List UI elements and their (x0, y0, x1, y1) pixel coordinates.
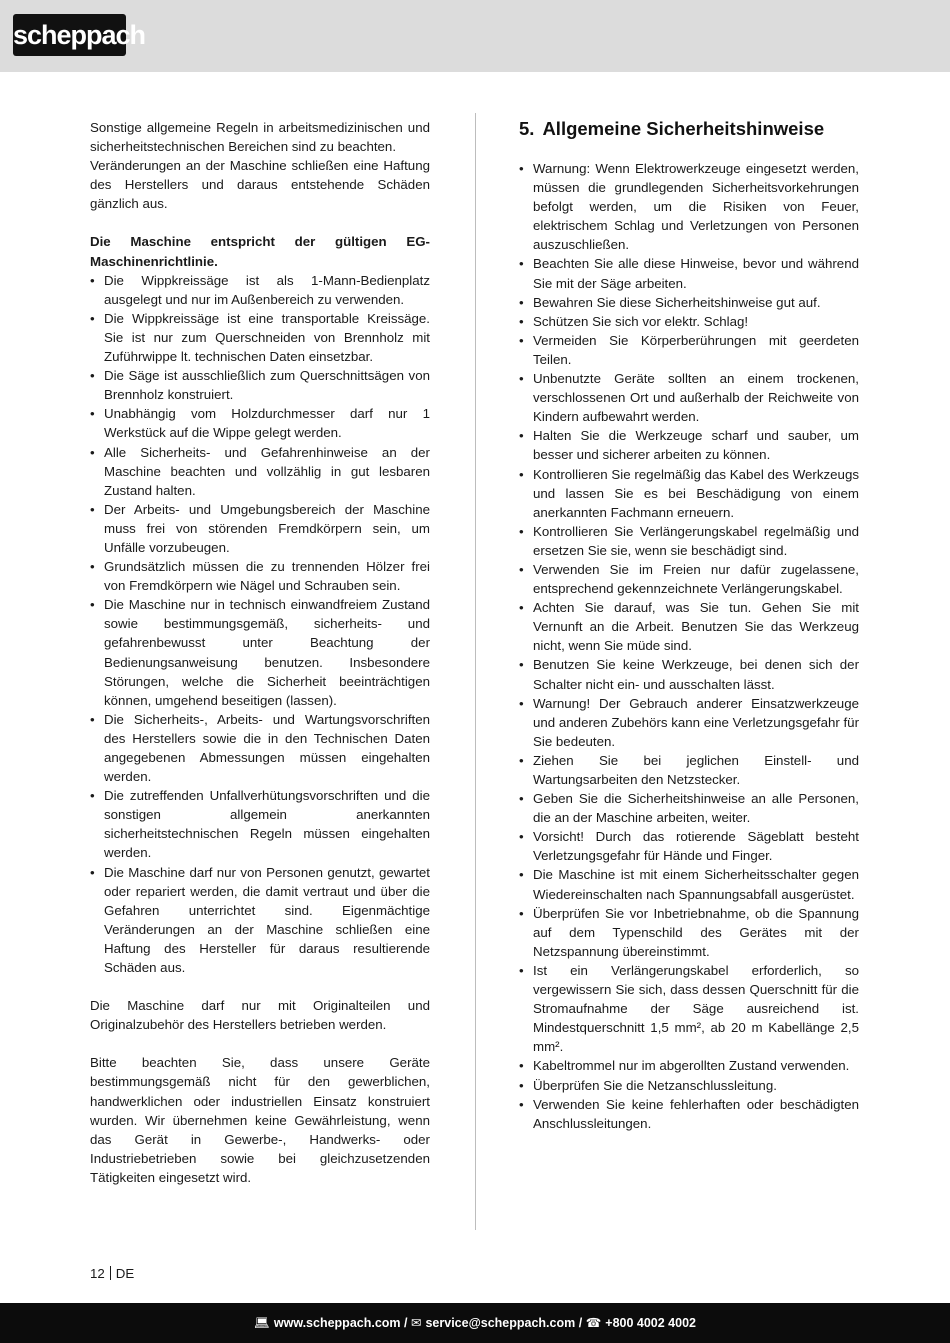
page-separator (110, 1266, 111, 1280)
intro-paragraph-2: Veränderungen an der Maschine schließen eine Haftung des Herstellers und daraus entstehende Schäden gänzlich aus. (90, 158, 430, 212)
list-item: • Die Maschine darf nur von Personen genutzt, gewartet oder repariert werden, die damit vertraut und über die Gefahren unterrichtet sind. Eigenmächtige Veränderungen an der Maschine schließen eine Haftung des Hersteller für daraus resultierende Schäden aus. (90, 863, 430, 978)
section-number: 5. (519, 118, 535, 139)
list-item: • Kontrollieren Sie Verlängerungskabel regelmäßig und ersetzen Sie sie, wenn sie beschädigt sind. (519, 522, 859, 560)
list-item: • Die Wippkreissäge ist als 1-Mann-Bedienplatz ausgelegt und nur im Außenbereich zu verwenden. (90, 271, 430, 309)
website-link[interactable]: www.scheppach.com (273, 1316, 401, 1330)
list-item: • Halten Sie die Werkzeuge scharf und sauber, um besser und sicherer arbeiten zu können. (519, 426, 859, 464)
list-item: • Überprüfen Sie die Netzanschlussleitung. (519, 1076, 859, 1095)
envelope-icon: ✉ (410, 1316, 422, 1330)
list-item: • Beachten Sie alle diese Hinweise, bevor und während Sie mit der Säge arbeiten. (519, 254, 859, 292)
list-item: • Bewahren Sie diese Sicherheitshinweise gut auf. (519, 293, 859, 312)
intro-paragraph-1: Sonstige allgemeine Regeln in arbeitsmedizinischen und sicherheitstechnischen Bereichen sind zu beachten. (90, 120, 430, 155)
left-column (90, 118, 430, 1187)
list-item: • Ziehen Sie bei jeglichen Einstell- und Wartungsarbeiten den Netzstecker. (519, 751, 859, 789)
list-item: • Kabeltrommel nur im abgerollten Zustand verwenden. (519, 1056, 859, 1075)
list-item: • Die zutreffenden Unfallverhütungsvorschriften und die sonstigen allgemein anerkannten sicherheitstechnischen Regeln müssen eingehalten werden. (90, 786, 430, 862)
section-heading (519, 118, 859, 140)
list-item: • Überprüfen Sie vor Inbetriebnahme, ob die Spannung auf dem Typenschild des Gerätes mit der Netzspannung übereinstimmt. (519, 904, 859, 961)
list-item: • Grundsätzlich müssen die zu trennenden Hölzer frei von Fremdkörpern wie Nägel und Schrauben sein. (90, 557, 430, 595)
list-item: • Benutzen Sie keine Werkzeuge, bei denen sich der Schalter nicht ein- und ausschalten lässt. (519, 655, 859, 693)
language-code: DE (115, 1266, 135, 1281)
contact-bar (0, 1303, 950, 1343)
list-item: • Die Sicherheits-, Arbeits- und Wartungsvorschriften des Herstellers sowie die in den Technischen Daten angegebenen Abmessungen müssen eingehalten werden. (90, 710, 430, 786)
right-column (519, 118, 859, 1133)
list-item: • Verwenden Sie keine fehlerhaften oder beschädigten Anschlussleitungen. (519, 1095, 859, 1133)
list-item: • Die Maschine ist mit einem Sicherheitsschalter gegen Wiedereinschalten nach Spannungsabfall ausgerüstet. (519, 865, 859, 903)
directive-heading: Die Maschine entspricht der gültigen EG-Maschinenrichtlinie. (90, 234, 430, 269)
list-item: • Vorsicht! Durch das rotierende Sägeblatt besteht Verletzungsgefahr für Hände und Finger. (519, 827, 859, 865)
page-number-value: 12 (90, 1266, 105, 1281)
list-item: • Alle Sicherheits- und Gefahrenhinweise an der Maschine beachten und vollzählig in gut lesbaren Zustand halten. (90, 443, 430, 500)
list-item: • Vermeiden Sie Körperberührungen mit geerdeten Teilen. (519, 331, 859, 369)
section-title: Allgemeine Sicherheitshinweise (542, 118, 825, 139)
list-item: • Warnung! Der Gebrauch anderer Einsatzwerkzeuge und anderen Zubehörs kann eine Verletzungsgefahr für Sie bedeuten. (519, 694, 859, 751)
list-item: • Ist ein Verlängerungskabel erforderlich, so vergewissern Sie sich, dass dessen Querschnitt für die Stromaufnahme der Säge ausreichend ist. Mindestquerschnitt 1,5 mm², ab 20 m Kabellänge 2,5 mm². (519, 961, 859, 1056)
list-item: • Warnung: Wenn Elektrowerkzeuge eingesetzt werden, müssen die grundlegenden Sicherheitsvorkehrungen befolgt werden, um die Risiken von Feuer, elektrischem Schlag und Verletzungen von Personen auszuschließen. (519, 159, 859, 254)
original-parts-paragraph: Die Maschine darf nur mit Originalteilen und Originalzubehör des Herstellers betrieben werden. (90, 998, 430, 1033)
computer-icon: 💻︎ (254, 1316, 270, 1330)
header-band (0, 0, 950, 72)
list-item: • Geben Sie die Sicherheitshinweise an alle Personen, die an der Maschine arbeiten, weiter. (519, 789, 859, 827)
list-item: • Schützen Sie sich vor elektr. Schlag! (519, 312, 859, 331)
page-number (90, 1265, 134, 1283)
email-link[interactable]: service@scheppach.com (425, 1316, 576, 1330)
contact-separator: / (578, 1316, 583, 1330)
list-item: • Die Säge ist ausschließlich zum Querschnittsägen von Brennholz konstruiert. (90, 366, 430, 404)
list-item: • Kontrollieren Sie regelmäßig das Kabel des Werkzeugs und lassen Sie es bei Beschädigung von einem anerkannten Fachmann erneuern. (519, 465, 859, 522)
list-item: • Der Arbeits- und Umgebungsbereich der Maschine muss frei von störenden Fremdkörpern sein, um Unfälle vorzubeugen. (90, 500, 430, 557)
column-divider (475, 113, 476, 1230)
commercial-use-paragraph: Bitte beachten Sie, dass unsere Geräte bestimmungsgemäß nicht für den gewerblichen, handwerklichen oder industriellen Einsatz konstruiert wurden. Wir übernehmen keine Gewährleistung, wenn das Gerät in Gewerbe-, Handwerks- oder Industriebetrieben sowie bei gleichzusetzenden Tätigkeiten eingesetzt wird. (90, 1055, 430, 1185)
list-item: • Verwenden Sie im Freien nur dafür zugelassene, entsprechend gekennzeichnete Verlängerungskabel. (519, 560, 859, 598)
contact-separator: / (404, 1316, 408, 1330)
list-item: • Die Wippkreissäge ist eine transportable Kreissäge. Sie ist nur zum Querschneiden von Brennholz mit Zuführwippe lt. technischen Daten einsetzbar. (90, 309, 430, 366)
directive-list (90, 271, 430, 977)
list-item: • Die Maschine nur in technisch einwandfreiem Zustand sowie bestimmungsgemäß, sicherheits- und gefahrenbewusst unter Beachtung der Bedienungsanweisung benutzen. Insbesondere Störungen, welche die Sicherheit beeinträchtigen können, umgehend beseitigen (lassen). (90, 595, 430, 710)
safety-list (519, 159, 859, 1133)
phone-number[interactable]: +800 4002 4002 (605, 1316, 696, 1330)
list-item: • Achten Sie darauf, was Sie tun. Gehen Sie mit Vernunft an die Arbeit. Benutzen Sie das Werkzeug nicht, wenn Sie müde sind. (519, 598, 859, 655)
telephone-icon: ☎ (585, 1316, 602, 1330)
list-item: • Unabhängig vom Holzdurchmesser darf nur 1 Werkstück auf die Wippe gelegt werden. (90, 404, 430, 442)
scheppach-logo: scheppach (13, 14, 126, 56)
list-item: • Unbenutzte Geräte sollten an einem trockenen, verschlossenen Ort und außerhalb der Reichweite von Kindern aufbewahrt werden. (519, 369, 859, 426)
